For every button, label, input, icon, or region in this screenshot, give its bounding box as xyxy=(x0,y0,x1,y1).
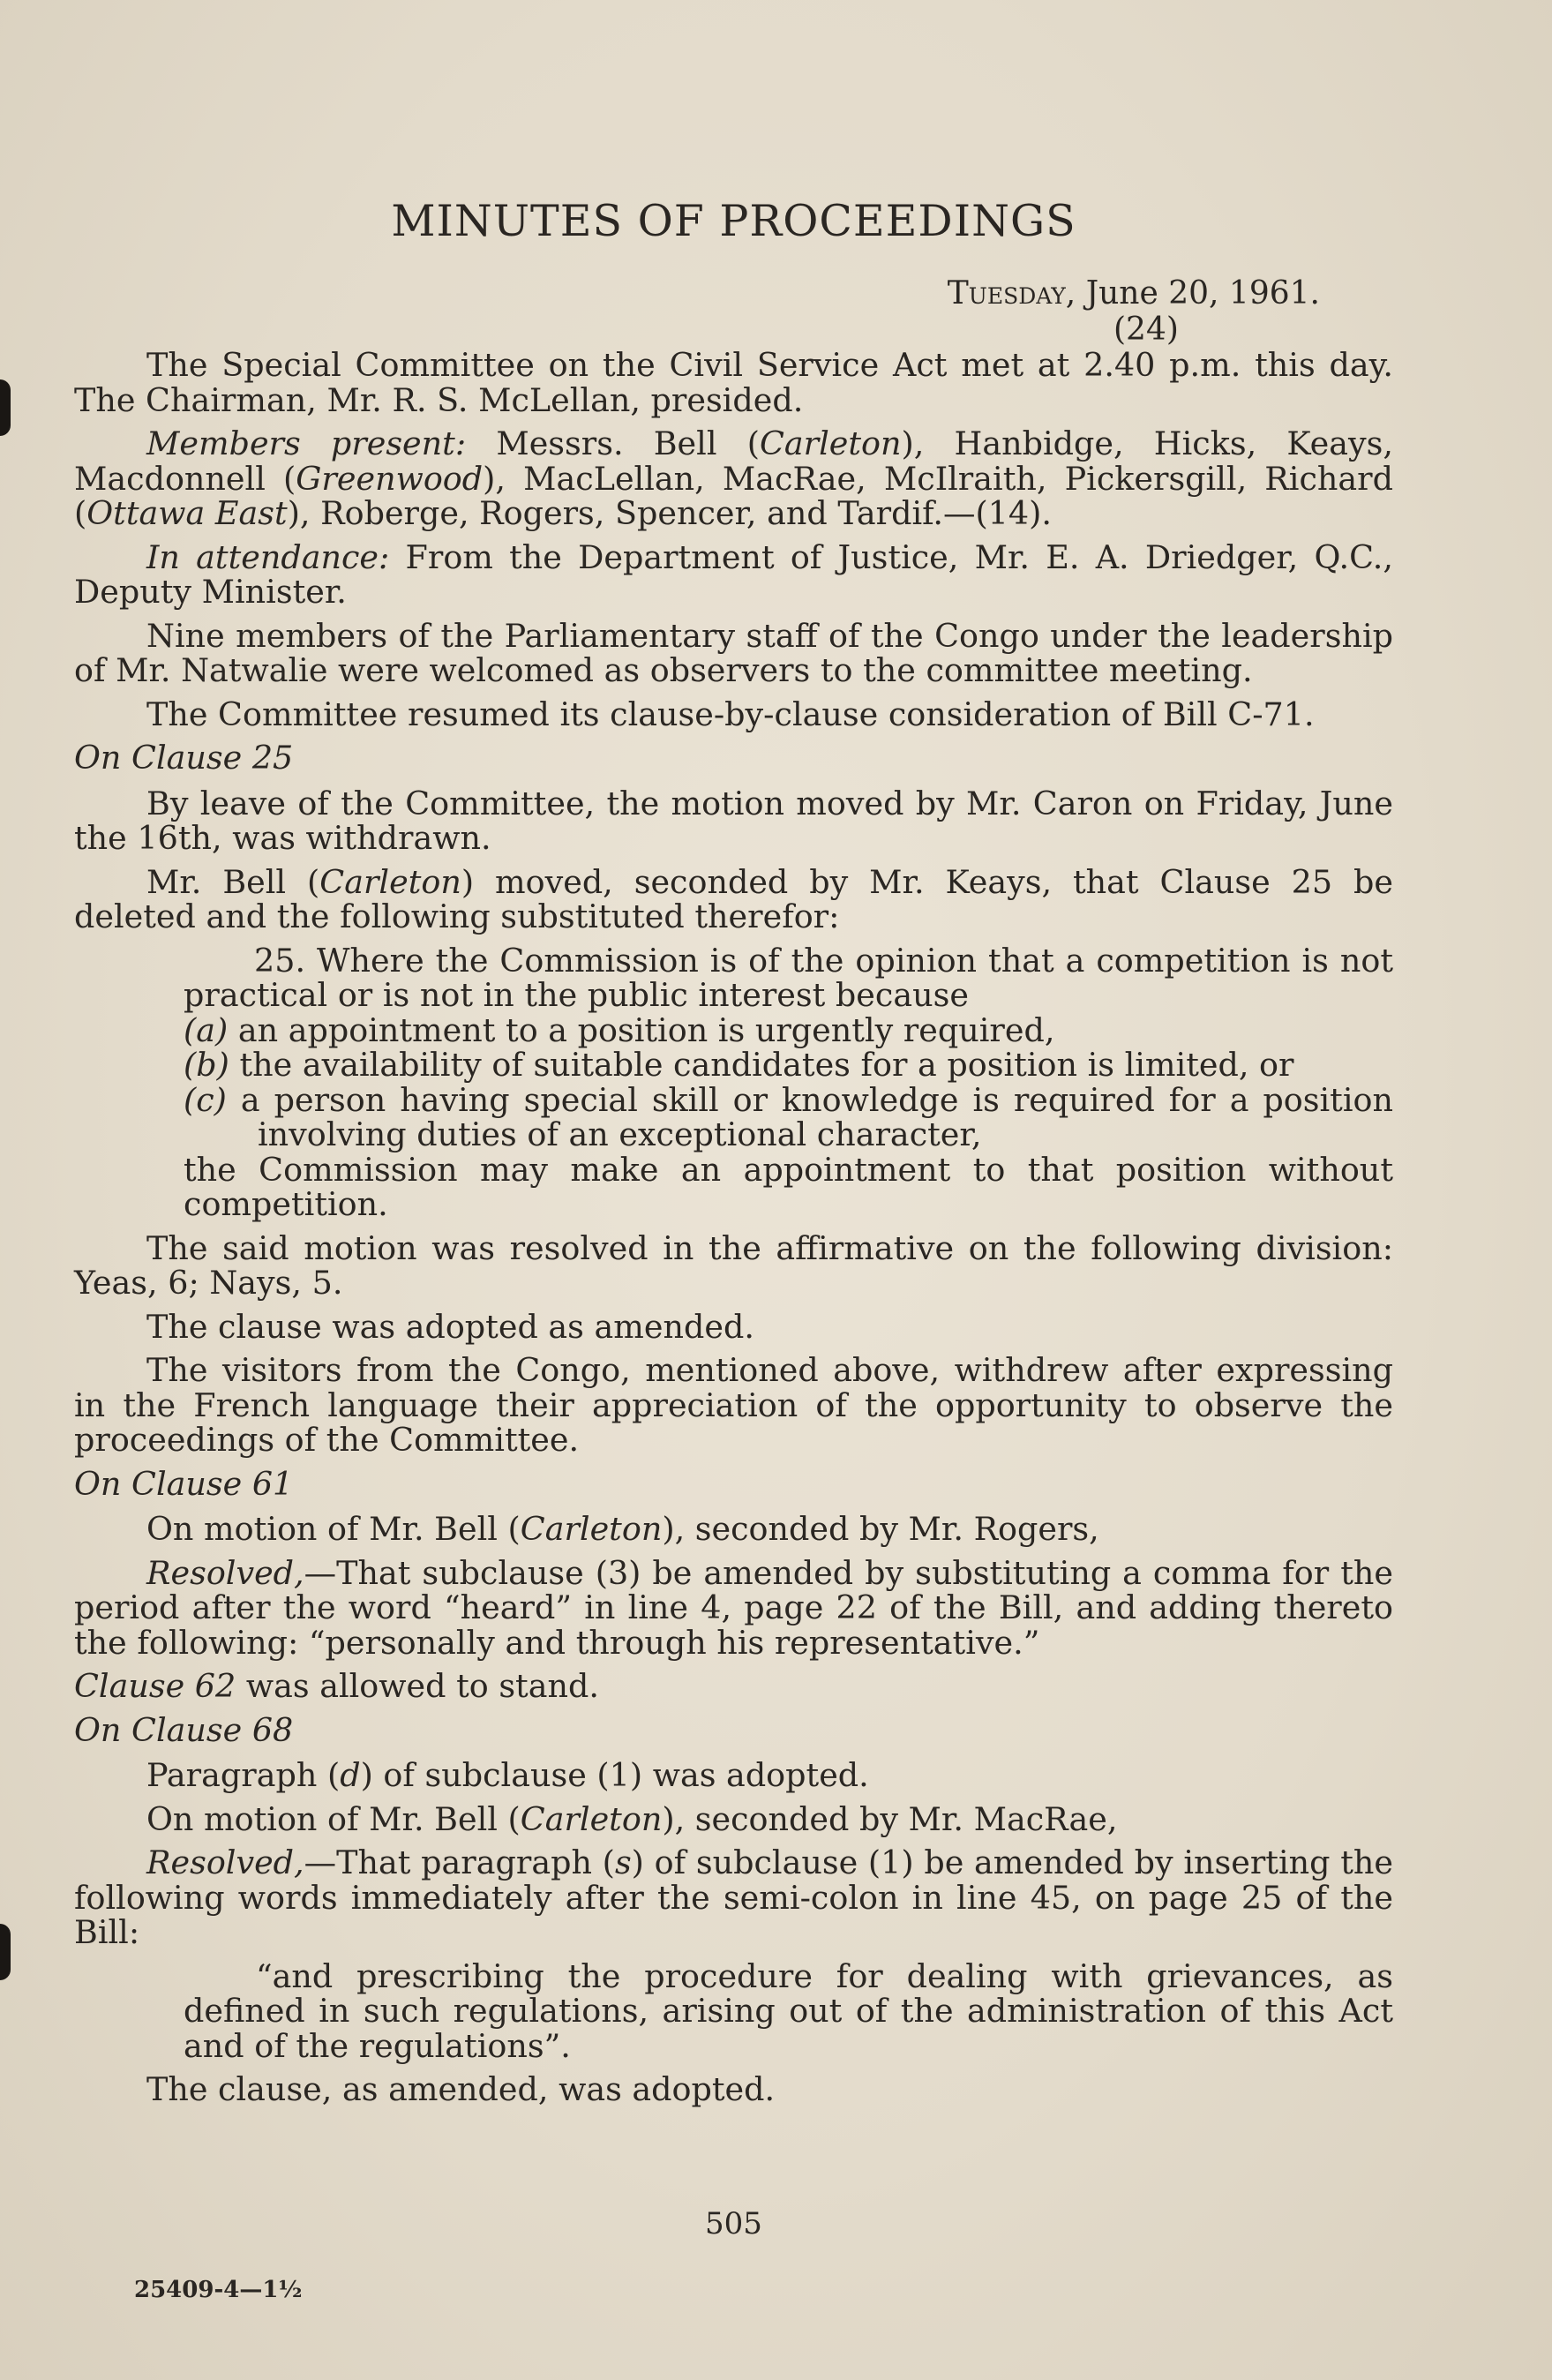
paragraph-resolved xyxy=(74,1845,1393,1950)
text: Mr. Bell ( xyxy=(146,862,320,901)
quote-line: 25. Where the Commission is of the opinion that a competition is not practical or is not in the public interest because xyxy=(184,941,1393,1014)
text: Carleton xyxy=(319,862,461,901)
dateline: Tuesday, June 20, 1961. xyxy=(947,275,1320,312)
meeting-number: (24) xyxy=(1113,312,1179,348)
text: Greenwood xyxy=(296,459,484,498)
text: the availability of suitable candidates for a position is limited, or xyxy=(229,1046,1294,1084)
text: Paragraph ( xyxy=(146,1756,341,1794)
paragraph-resolved xyxy=(74,1553,1393,1662)
item-label: (b) xyxy=(184,1046,229,1084)
quote-item xyxy=(184,1010,1393,1049)
text: an appointment to a position is urgently required, xyxy=(228,1010,1055,1049)
paragraph: The visitors from the Congo, mentioned above, withdrew after expressing in the French language their appreciation of the opportunity to observe the proceedings of the Committee. xyxy=(74,1351,1393,1459)
page-number: 505 xyxy=(705,2206,762,2241)
text: was allowed to stand. xyxy=(236,1667,599,1705)
label: Resolved, xyxy=(146,1843,304,1881)
text: ), seconded by Mr. MacRae, xyxy=(662,1799,1118,1838)
text: a person having special skill or knowledge is required for a position involving duties of an exceptional character, xyxy=(226,1080,1393,1153)
item-label: (a) xyxy=(184,1010,229,1049)
paragraph: The Committee resumed its clause-by-clause consideration of Bill C-71. xyxy=(146,694,1315,733)
text: On motion of Mr. Bell ( xyxy=(146,1799,521,1838)
quote-item xyxy=(184,1047,1393,1083)
paragraph xyxy=(74,862,1393,935)
minutes-body xyxy=(74,348,1393,2116)
text: —That paragraph ( xyxy=(304,1843,615,1881)
printer-code: 25409-4—1½ xyxy=(134,2277,303,2303)
text: On motion of Mr. Bell ( xyxy=(146,1510,521,1548)
binding-hole xyxy=(0,379,11,436)
text: ) moved, seconded by Mr. Keays, that Clause 25 be deleted and the following substituted therefor: xyxy=(74,862,1393,935)
text: From the Department of Justice, Mr. E. A. Driedger, Q.C., Deputy Minister. xyxy=(74,537,1393,611)
quote-line: “and prescribing the procedure for dealing with grievances, as defined in such regulations, arising out of the administration of this Act and of the regulations”. xyxy=(184,1956,1393,2065)
page-title: MINUTES OF PROCEEDINGS xyxy=(391,196,1076,246)
label: Resolved, xyxy=(146,1553,304,1592)
section-heading: On Clause 61 xyxy=(74,1464,294,1503)
paragraph: The said motion was resolved in the affirmative on the following division: Yeas, 6; Nays, 5. xyxy=(74,1228,1393,1302)
text: ) of subclause (1) be amended by inserting the following words immediately after the semi-colon in line 45, on page 25 of the Bill: xyxy=(74,1843,1393,1951)
paragraph-members-present xyxy=(74,426,1393,531)
text: ), Hanbidge, Hicks, Keays, Macdonnell ( xyxy=(74,424,1393,498)
quoted-words xyxy=(184,1956,1393,2065)
paragraph: By leave of the Committee, the motion moved by Mr. Caron on Friday, June the 16th, was withdrawn. xyxy=(74,784,1393,857)
text: ) of subclause (1) was adopted. xyxy=(360,1756,869,1794)
label: Members present: xyxy=(146,424,467,462)
paragraph xyxy=(74,1799,1393,1838)
text: Carleton xyxy=(520,1510,663,1548)
paragraph-in-attendance xyxy=(74,537,1393,611)
quote-line: the Commission may make an appointment to that position without competition. xyxy=(184,1150,1393,1223)
paragraph: The Special Committee on the Civil Service Act met at 2.40 p.m. this day. The Chairman, Mr. R. S. McLellan, presided. xyxy=(74,346,1393,419)
paragraph: The clause, as amended, was adopted. xyxy=(146,2070,776,2108)
text: ), seconded by Mr. Rogers, xyxy=(662,1510,1099,1548)
text: Carleton xyxy=(759,424,902,462)
dateline-date: June 20, 1961. xyxy=(1085,275,1320,312)
text: Messrs. Bell ( xyxy=(466,424,760,462)
section-heading: On Clause 25 xyxy=(74,739,294,777)
paragraph: Nine members of the Parliamentary staff of the Congo under the leadership of Mr. Natwalie were welcomed as observers to the committee meeting. xyxy=(74,616,1393,689)
section-heading: On Clause 68 xyxy=(74,1710,294,1749)
dateline-day: Tuesday xyxy=(947,275,1066,312)
text: s xyxy=(614,1843,632,1881)
label: In attendance: xyxy=(146,537,390,576)
label: Clause 62 xyxy=(74,1667,236,1705)
paragraph: The clause was adopted as amended. xyxy=(146,1307,754,1346)
item-label: (c) xyxy=(184,1080,227,1119)
paragraph xyxy=(74,1758,1393,1793)
paragraph xyxy=(74,1669,1393,1704)
text: Carleton xyxy=(520,1799,663,1838)
quoted-clause xyxy=(184,943,1393,1222)
text: ), Roberge, Rogers, Spencer, and Tardif.—(14). xyxy=(287,494,1052,532)
binding-hole xyxy=(0,1924,11,1980)
paragraph xyxy=(74,1512,1393,1547)
text: d xyxy=(340,1756,361,1794)
text: Ottawa East xyxy=(86,494,288,532)
text: —That subclause (3) be amended by substituting a comma for the period after the word “heard” in line 4, page 22 of the Bill, and adding thereto the following: “personally and through his representative.” xyxy=(74,1553,1393,1662)
text: ), MacLellan, MacRae, McIlraith, Pickersgill, Richard ( xyxy=(74,459,1393,532)
quote-item xyxy=(184,1080,1393,1153)
